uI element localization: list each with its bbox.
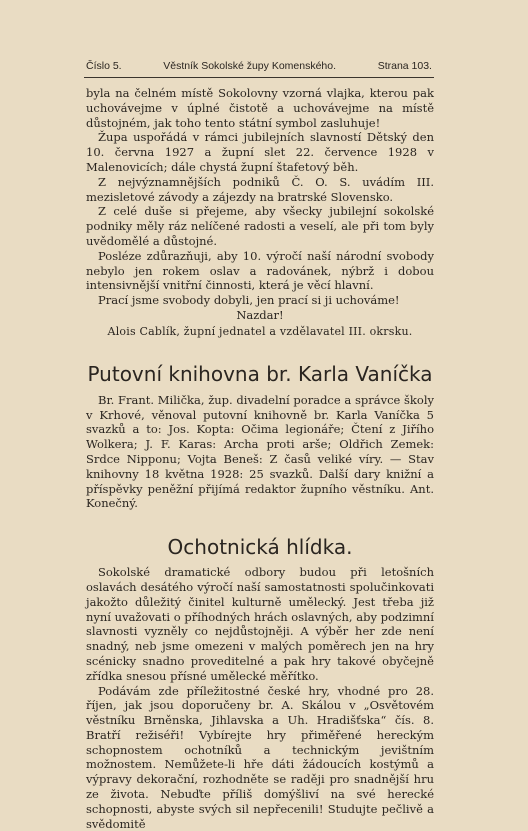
signature: Alois Cablík, župní jednatel a vzdělavatel III. okrsku. xyxy=(86,325,434,338)
header-rule xyxy=(84,77,434,78)
paragraph: Sokolské dramatické odbory budou při letošních oslavách desátého výročí naší samostatnosti spolučinkovati jakožto důležitý činitel kulturně umělecký. Jest třeba již nyní uvažovati o příhodných hrách oslavných, aby podzimní slavnosti vyzněly co nejdůstojněji. A výběr her zde není snadný, neb jsme omezeni v malých poměrech jen na hry scénicky snadno proveditelné a pak hry takové obyčejně zřídka snesou přísné umělecké měřítko. xyxy=(86,565,434,683)
paragraph: Posléze zdůrazňuji, aby 10. výročí naší národní svobody nebylo jen rokem oslav a radovánek, nýbrž i dobou intensivnější vnitřní činnosti, která je věcí hlavní. xyxy=(86,249,434,293)
journal-title: Věstník Sokolské župy Komenského. xyxy=(163,60,336,72)
section-title-library: Putovní knihovna br. Karla Vaníčka xyxy=(86,362,434,386)
section-jubilee xyxy=(86,86,434,338)
page-number: Strana 103. xyxy=(378,60,432,72)
paragraph: Br. Frant. Milička, žup. divadelní poradce a správce školy v Krhové, věnoval putovní knihovně br. Karla Vaníčka 5 svazků a to: Jos. Kopta: Očima legionáře; Čtení z Jiřího Wolkera; J. F. Karas: Archa proti arše; Oldřich Zemek: Srdce Nipponu; Vojta Beneš: Z časů veliké víry. — Stav knihovny 18 května 1928: 25 svazků. Další dary knižní a příspěvky peněžní přijímá redaktor župního věstníku. Ant. Konečný. xyxy=(86,393,434,511)
section-theatre xyxy=(86,565,434,831)
paragraph: Podávám zde příležitostné české hry, vhodné pro 28. říjen, jak jsou doporučeny br. A. Skálou v „Osvětovém věstníku Brněnska, Jihlavska a Uh. Hradišťska“ čís. 8. Bratří režiséři! Vybírejte hry přiměřené hereckým schopnostem ochotníků a technickým jevištním možnostem. Nemůžete-li hře dáti žádoucích kostýmů a výpravy dekorační, rozhodněte se raději pro snadnější hru ze života. Nebuďte příliš domýšliví na své herecké schopnosti, abyste svých sil nepřecenili! Studujte pečlivě a svědomitě xyxy=(86,684,434,831)
article-body xyxy=(86,86,434,831)
issue-number: Číslo 5. xyxy=(86,60,122,72)
section-title-theatre: Ochotnická hlídka. xyxy=(86,535,434,559)
running-header xyxy=(86,60,432,72)
greeting: Nazdar! xyxy=(86,308,434,323)
paragraph: byla na čelném místě Sokolovny vzorná vlajka, kterou pak uchovávejme v úplné čistotě a uchovávejme na místě důstojném, jak toho tento státní symbol zasluhuje! xyxy=(86,86,434,130)
paragraph: Z celé duše si přejeme, aby všecky jubilejní sokolské podniky měly ráz nelíčené radosti a veselí, ale při tom byly uvědomělé a důstojné. xyxy=(86,204,434,248)
paragraph: Prací jsme svobody dobyli, jen prací si ji uchováme! xyxy=(86,293,434,308)
paragraph: Župa uspořádá v rámci jubilejních slavností Dětský den 10. června 1927 a župní slet 22. července 1928 v Malenovicích; dále chystá župní štafetový běh. xyxy=(86,130,434,174)
section-library xyxy=(86,393,434,511)
paragraph: Z nejvýznamnějších podniků Č. O. S. uvádím III. mezisletové závody a zájezdy na bratrské Slovensko. xyxy=(86,175,434,205)
